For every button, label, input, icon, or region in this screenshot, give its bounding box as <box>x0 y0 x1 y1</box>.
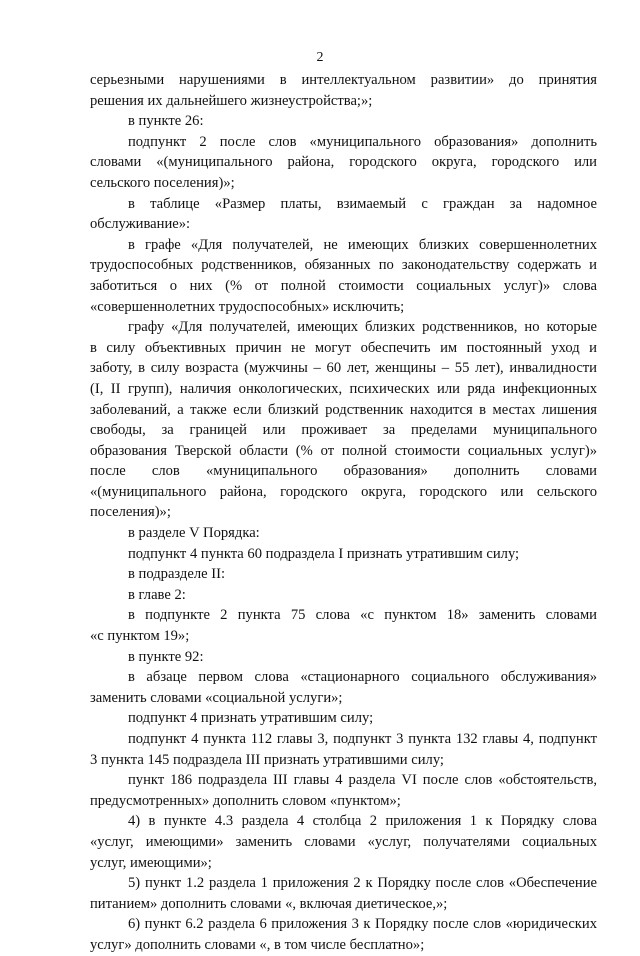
text-line: (I, II групп), наличия онкологических, психических или ряда инфекционных <box>90 380 597 397</box>
text-line: «(муниципального района, городского округа, городского или сельского <box>90 483 597 500</box>
text-line: услуг, имеющими»; <box>90 854 212 871</box>
text-line: в пункте 26: <box>128 113 204 130</box>
text-line: словами «(муниципального района, городского округа, городского или <box>90 154 597 171</box>
text-line: трудоспособных родственников, обязанных по законодательству содержать и <box>90 257 597 274</box>
text-line: обслуживание»: <box>90 216 191 233</box>
document-body <box>90 70 597 956</box>
text-line: образования Тверской области (% от полной стоимости социальных услуг)» <box>90 442 597 459</box>
text-line: сельского поселения)»; <box>90 174 235 191</box>
text-line: подпункт 4 пункта 112 главы 3, подпункт 3 пункта 132 главы 4, подпункт <box>128 731 597 747</box>
text-line: в разделе V Порядка: <box>128 525 260 542</box>
text-line: «с пунктом 19»; <box>90 628 190 645</box>
text-line: в силу объективных причин не могут обеспечить им постоянный уход и <box>90 339 597 356</box>
text-line: 5) пункт 1.2 раздела 1 приложения 2 к Порядку после слов «Обеспечение <box>128 875 597 892</box>
text-line: 4) в пункте 4.3 раздела 4 столбца 2 приложения 1 к Порядку слова <box>128 813 597 830</box>
text-line: серьезными нарушениями в интеллектуальном развитии» до принятия <box>90 72 597 88</box>
text-line: подпункт 4 признать утратившим силу; <box>128 710 374 727</box>
text-line: в подразделе II: <box>128 566 226 583</box>
text-line: поселения)»; <box>90 504 171 521</box>
text-line: подпункт 4 пункта 60 подраздела I признать утратившим силу; <box>128 545 520 562</box>
text-line: свободы, за границей или проживает за пределами муниципального <box>90 422 597 439</box>
text-line: в главе 2: <box>128 586 186 603</box>
text-line: заменить словами «социальной услуги»; <box>90 689 343 706</box>
text-line: 3 пункта 145 подраздела III признать утратившими силу; <box>90 751 444 768</box>
text-line: «совершеннолетних трудоспособных» исключить; <box>90 298 405 315</box>
text-line: заботу, в силу возраста (мужчины – 60 лет, женщины – 55 лет), инвалидности <box>90 360 597 377</box>
text-line: 6) пункт 6.2 раздела 6 приложения 3 к Порядку после слов «юридических <box>128 916 597 933</box>
text-line: решения их дальнейшего жизнеустройства;»; <box>90 92 373 109</box>
text-line: в пункте 92: <box>128 648 204 665</box>
text-line: пункт 186 подраздела III главы 4 раздела VI после слов «обстоятельств, <box>128 772 597 789</box>
text-line: предусмотренных» дополнить словом «пунктом»; <box>90 792 401 809</box>
page-number: 2 <box>316 50 324 65</box>
text-line: графу «Для получателей, имеющих близких родственников, но которые <box>128 319 597 336</box>
text-line: заболеваний, а также если близкий родственник находится в местах лишения <box>90 401 597 418</box>
text-line: питанием» дополнить словами «, включая диетическое,»; <box>90 895 448 912</box>
text-line: в графе «Для получателей, не имеющих близких совершеннолетних <box>128 236 597 253</box>
text-line: в таблице «Размер платы, взимаемый с граждан за надомное <box>128 195 597 212</box>
text-line: после слов «муниципального образования» дополнить словами <box>90 463 597 480</box>
text-line: «услуг, имеющими» заменить словами «услуг, получателями социальных <box>90 833 597 850</box>
text-line: услуг» дополнить словами «, в том числе бесплатно»; <box>90 936 425 953</box>
text-line: в подпункте 2 пункта 75 слова «с пунктом 18» заменить словами <box>128 607 597 624</box>
text-line: в абзаце первом слова «стационарного социального обслуживания» <box>128 669 597 686</box>
text-line: подпункт 2 после слов «муниципального образования» дополнить <box>128 133 597 150</box>
text-line: заботиться о них (% от полной стоимости социальных услуг)» слова <box>90 277 597 294</box>
